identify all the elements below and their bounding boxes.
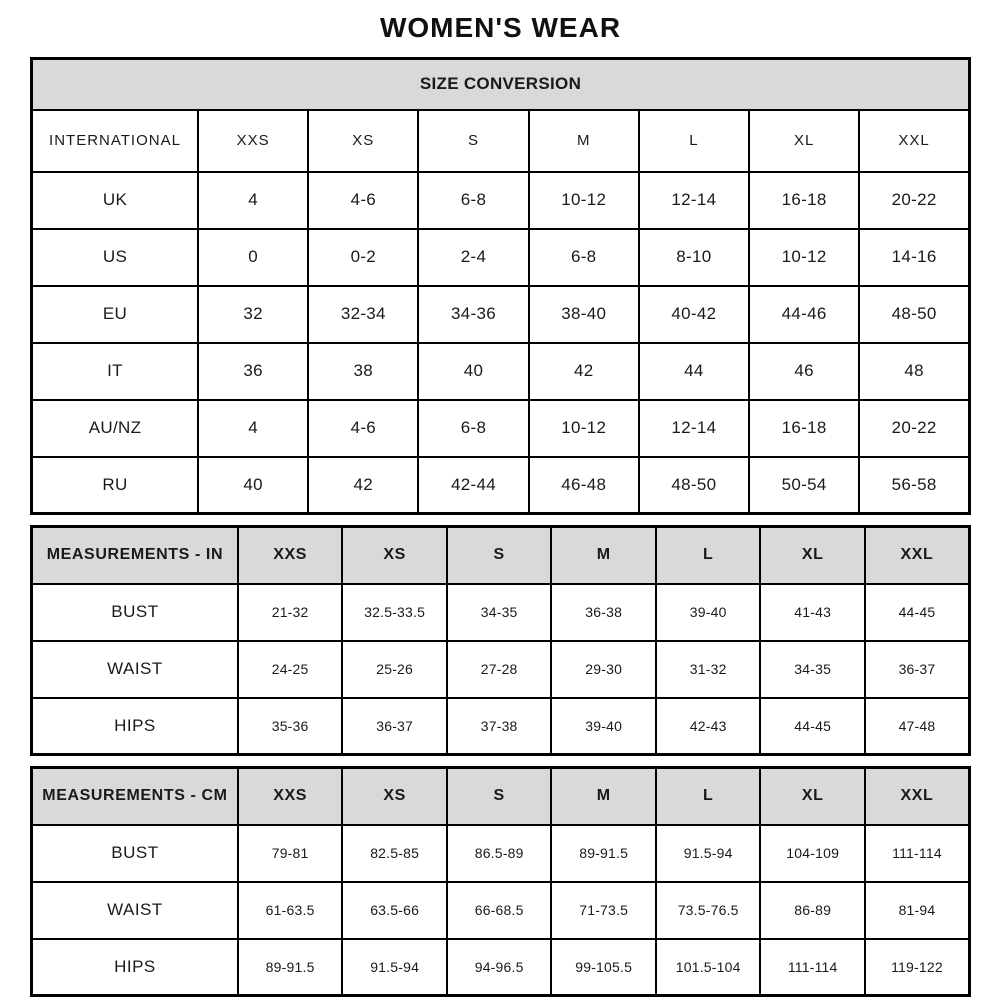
table-row <box>32 229 970 286</box>
measurement-value: 24-25 <box>238 641 343 698</box>
measurement-value: 34-35 <box>447 584 552 641</box>
measurement-value: 101.5-104 <box>656 939 761 996</box>
row-label-hips: HIPS <box>32 698 238 755</box>
measurements-cm-title: MEASUREMENTS - CM <box>32 768 238 825</box>
size-value: 44 <box>639 343 749 400</box>
measurement-value: 89-91.5 <box>238 939 343 996</box>
measurements-in-table <box>30 525 971 756</box>
measurement-value: 44-45 <box>760 698 865 755</box>
size-value: 50-54 <box>749 457 859 514</box>
size-value: 4-6 <box>308 400 418 457</box>
size-value: 56-58 <box>859 457 969 514</box>
measurement-value: 73.5-76.5 <box>656 882 761 939</box>
size-value: 40 <box>418 343 528 400</box>
measurement-value: 66-68.5 <box>447 882 552 939</box>
measurement-value: 36-37 <box>865 641 970 698</box>
column-header-xxs: XXS <box>198 110 308 172</box>
size-value: 20-22 <box>859 172 969 229</box>
column-header-xs: XS <box>342 527 447 584</box>
size-value: 48 <box>859 343 969 400</box>
size-value: 42 <box>529 343 639 400</box>
size-value: 10-12 <box>529 400 639 457</box>
measurement-value: 99-105.5 <box>551 939 656 996</box>
measurement-value: 25-26 <box>342 641 447 698</box>
size-conversion-table <box>30 57 971 515</box>
row-label-us: US <box>32 229 199 286</box>
size-value: 16-18 <box>749 400 859 457</box>
column-header-l: L <box>639 110 749 172</box>
row-label-ru: RU <box>32 457 199 514</box>
column-header-l: L <box>656 768 761 825</box>
measurement-value: 119-122 <box>865 939 970 996</box>
size-value: 4-6 <box>308 172 418 229</box>
column-header-xl: XL <box>760 527 865 584</box>
size-value: 12-14 <box>639 400 749 457</box>
measurement-value: 111-114 <box>760 939 865 996</box>
size-value: 36 <box>198 343 308 400</box>
column-header-l: L <box>656 527 761 584</box>
column-header-international: INTERNATIONAL <box>32 110 199 172</box>
size-value: 0-2 <box>308 229 418 286</box>
column-header-xxs: XXS <box>238 527 343 584</box>
table-row <box>32 286 970 343</box>
column-header-s: S <box>447 527 552 584</box>
size-value: 46 <box>749 343 859 400</box>
measurement-value: 111-114 <box>865 825 970 882</box>
size-value: 16-18 <box>749 172 859 229</box>
measurement-value: 44-45 <box>865 584 970 641</box>
table-row <box>32 457 970 514</box>
column-header-xxs: XXS <box>238 768 343 825</box>
measurement-value: 61-63.5 <box>238 882 343 939</box>
measurement-value: 37-38 <box>447 698 552 755</box>
table-row <box>32 584 970 641</box>
size-value: 32-34 <box>308 286 418 343</box>
table-row <box>32 939 970 996</box>
measurement-value: 71-73.5 <box>551 882 656 939</box>
table-row <box>32 641 970 698</box>
page-title: WOMEN'S WEAR <box>379 12 622 43</box>
table-row <box>32 882 970 939</box>
size-value: 38-40 <box>529 286 639 343</box>
measurement-value: 29-30 <box>551 641 656 698</box>
table-row <box>32 825 970 882</box>
size-value: 34-36 <box>418 286 528 343</box>
measurement-value: 39-40 <box>656 584 761 641</box>
measurement-value: 36-37 <box>342 698 447 755</box>
column-header-s: S <box>418 110 528 172</box>
column-header-row <box>32 110 970 172</box>
column-header-xxl: XXL <box>865 768 970 825</box>
table-row <box>32 343 970 400</box>
size-conversion-title: SIZE CONVERSION <box>32 59 970 110</box>
column-header-xxl: XXL <box>865 527 970 584</box>
size-value: 10-12 <box>529 172 639 229</box>
measurement-value: 32.5-33.5 <box>342 584 447 641</box>
size-value: 0 <box>198 229 308 286</box>
size-value: 4 <box>198 400 308 457</box>
table-title-row <box>32 59 970 110</box>
row-label-hips: HIPS <box>32 939 238 996</box>
measurement-value: 79-81 <box>238 825 343 882</box>
row-label-bust: BUST <box>32 584 238 641</box>
row-label-aunz: AU/NZ <box>32 400 199 457</box>
size-value: 42-44 <box>418 457 528 514</box>
column-header-s: S <box>447 768 552 825</box>
table-row <box>32 400 970 457</box>
measurement-value: 47-48 <box>865 698 970 755</box>
measurement-value: 86.5-89 <box>447 825 552 882</box>
size-value: 40 <box>198 457 308 514</box>
size-value: 12-14 <box>639 172 749 229</box>
row-label-it: IT <box>32 343 199 400</box>
size-value: 2-4 <box>418 229 528 286</box>
measurement-value: 42-43 <box>656 698 761 755</box>
row-label-bust: BUST <box>32 825 238 882</box>
column-header-m: M <box>529 110 639 172</box>
column-header-xl: XL <box>760 768 865 825</box>
size-value: 6-8 <box>529 229 639 286</box>
measurements-in-title: MEASUREMENTS - IN <box>32 527 238 584</box>
measurement-value: 39-40 <box>551 698 656 755</box>
column-header-row <box>32 527 970 584</box>
measurement-value: 104-109 <box>760 825 865 882</box>
measurement-value: 91.5-94 <box>342 939 447 996</box>
size-value: 44-46 <box>749 286 859 343</box>
size-value: 38 <box>308 343 418 400</box>
size-value: 46-48 <box>529 457 639 514</box>
size-value: 14-16 <box>859 229 969 286</box>
column-header-row <box>32 768 970 825</box>
measurements-cm-table <box>30 766 971 997</box>
table-row <box>32 698 970 755</box>
row-label-waist: WAIST <box>32 882 238 939</box>
size-value: 4 <box>198 172 308 229</box>
measurement-value: 81-94 <box>865 882 970 939</box>
measurement-value: 91.5-94 <box>656 825 761 882</box>
measurement-value: 27-28 <box>447 641 552 698</box>
column-header-xs: XS <box>308 110 418 172</box>
measurement-value: 35-36 <box>238 698 343 755</box>
size-value: 40-42 <box>639 286 749 343</box>
measurement-value: 89-91.5 <box>551 825 656 882</box>
column-header-xs: XS <box>342 768 447 825</box>
measurement-value: 41-43 <box>760 584 865 641</box>
measurement-value: 94-96.5 <box>447 939 552 996</box>
size-value: 6-8 <box>418 172 528 229</box>
size-value: 48-50 <box>639 457 749 514</box>
measurement-value: 86-89 <box>760 882 865 939</box>
column-header-xxl: XXL <box>859 110 969 172</box>
row-label-eu: EU <box>32 286 199 343</box>
measurement-value: 31-32 <box>656 641 761 698</box>
row-label-uk: UK <box>32 172 199 229</box>
column-header-m: M <box>551 768 656 825</box>
size-value: 10-12 <box>749 229 859 286</box>
size-value: 32 <box>198 286 308 343</box>
size-value: 8-10 <box>639 229 749 286</box>
measurement-value: 34-35 <box>760 641 865 698</box>
measurement-value: 21-32 <box>238 584 343 641</box>
size-value: 6-8 <box>418 400 528 457</box>
table-row <box>32 172 970 229</box>
size-value: 42 <box>308 457 418 514</box>
measurement-value: 82.5-85 <box>342 825 447 882</box>
column-header-m: M <box>551 527 656 584</box>
measurement-value: 36-38 <box>551 584 656 641</box>
row-label-waist: WAIST <box>32 641 238 698</box>
size-value: 20-22 <box>859 400 969 457</box>
column-header-xl: XL <box>749 110 859 172</box>
measurement-value: 63.5-66 <box>342 882 447 939</box>
size-value: 48-50 <box>859 286 969 343</box>
